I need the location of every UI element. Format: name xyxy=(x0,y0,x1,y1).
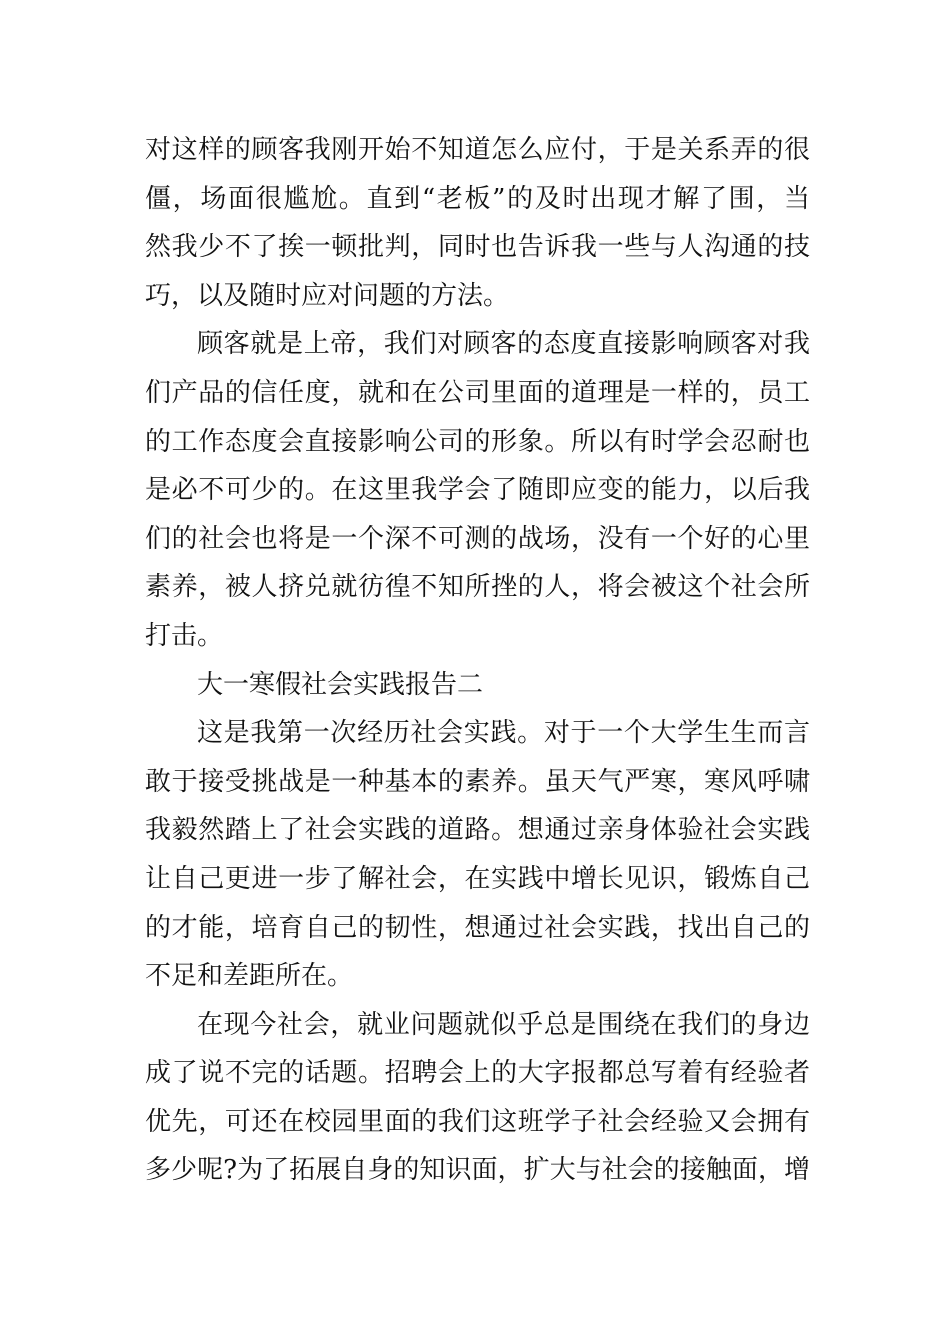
paragraph-4-line-5: 的才能，培育自己的韧性，想通过社会实践，找出自己的 xyxy=(145,912,810,943)
paragraph-2-line-4: 是必不可少的。在这里我学会了随即应变的能力，以后我 xyxy=(145,475,810,506)
paragraph-4-line-3: 我毅然踏上了社会实践的道路。想通过亲身体验社会实践 xyxy=(145,815,810,846)
paragraph-4-line-4: 让自己更进一步了解社会，在实践中增长见识，锻炼自己 xyxy=(145,863,810,894)
paragraph-1-line-2: 僵，场面很尴尬。直到“老板”的及时出现才解了围，当 xyxy=(145,183,810,214)
paragraph-4-line-2: 敢于接受挑战是一种基本的素养。虽天气严寒，寒风呼啸 xyxy=(145,766,810,797)
paragraph-2-line-5: 们的社会也将是一个深不可测的战场，没有一个好的心里 xyxy=(145,523,810,554)
paragraph-4-line-1: 这是我第一次经历社会实践。对于一个大学生生而言 xyxy=(197,718,810,749)
paragraph-2-line-2: 们产品的信任度，就和在公司里面的道理是一样的，员工 xyxy=(145,377,810,408)
paragraph-2-line-3: 的工作态度会直接影响公司的形象。所以有时学会忍耐也 xyxy=(145,426,810,457)
paragraph-4-line-6: 不足和差距所在。 xyxy=(145,961,354,992)
paragraph-1-line-1: 对这样的顾客我刚开始不知道怎么应付，于是关系弄的很 xyxy=(145,135,810,165)
paragraph-1-line-3: 然我少不了挨一顿批判，同时也告诉我一些与人沟通的技 xyxy=(145,232,810,263)
paragraph-5-line-3: 优先，可还在校园里面的我们这班学子社会经验又会拥有 xyxy=(145,1106,810,1137)
paragraph-2-line-7: 打击。 xyxy=(145,620,224,651)
paragraph-5-line-2: 成了说不完的话题。招聘会上的大字报都总写着有经验者 xyxy=(145,1058,810,1089)
paragraph-5-line-1: 在现今社会，就业问题就似乎总是围绕在我们的身边 xyxy=(197,1009,810,1040)
paragraph-5-line-4: 多少呢?为了拓展自身的知识面，扩大与社会的接触面，增 xyxy=(145,1155,810,1186)
paragraph-2-line-1: 顾客就是上帝，我们对顾客的态度直接影响顾客对我 xyxy=(197,329,810,360)
paragraph-2-line-6: 素养，被人挤兑就彷徨不知所挫的人，将会被这个社会所 xyxy=(145,572,810,603)
paragraph-1-line-4: 巧，以及随时应对问题的方法。 xyxy=(145,280,510,311)
paragraph-3-line-1: 大一寒假社会实践报告二 xyxy=(197,669,484,700)
document-body xyxy=(145,126,810,1195)
